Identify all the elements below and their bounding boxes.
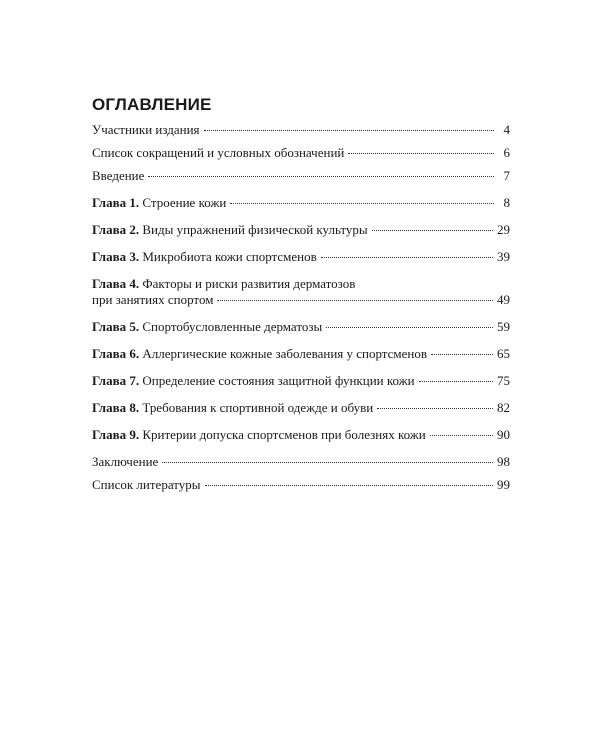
page-title: ОГЛАВЛЕНИЕ [92, 95, 212, 114]
toc-entry-text: Определение состояния защитной функции кожи [142, 373, 415, 388]
toc-entry-text: Виды упражнений физической культуры [142, 222, 368, 237]
toc-page-number: 99 [497, 477, 510, 492]
toc-entry-chapter-4 [92, 276, 510, 308]
toc-entry-chapter-9 [92, 427, 510, 443]
toc-entry-text: Спортобусловленные дерматозы [142, 319, 323, 334]
leader-dots [230, 197, 494, 204]
toc-entry-chapter-7 [92, 373, 510, 389]
table-of-contents [92, 122, 510, 493]
chapter-label: Глава 5. [92, 319, 140, 334]
toc-entry-text: Строение кожи [142, 195, 227, 210]
toc-page-number: 4 [503, 122, 510, 137]
toc-entry-text: Аллергические кожные заболевания у спортсменов [142, 346, 428, 361]
toc-entry [92, 168, 510, 184]
leader-dots [377, 402, 493, 409]
toc-page-number: 90 [497, 427, 510, 442]
toc-entry-text-continued: при занятиях спортом [92, 292, 214, 307]
toc-entry-text: Список литературы [92, 477, 201, 492]
chapter-label: Глава 9. [92, 427, 140, 442]
leader-dots [430, 429, 493, 436]
toc-entry-chapter-6 [92, 346, 510, 362]
toc-page-number: 98 [497, 454, 510, 469]
chapter-label: Глава 4. [92, 276, 140, 291]
leader-dots [148, 170, 494, 177]
toc-entry [92, 454, 510, 470]
toc-entry [92, 145, 510, 161]
chapter-label: Глава 1. [92, 195, 140, 210]
toc-entry [92, 122, 510, 138]
chapter-label: Глава 3. [92, 249, 140, 264]
toc-entry-text: Введение [92, 168, 145, 183]
toc-page-number: 75 [497, 373, 510, 388]
chapter-label: Глава 7. [92, 373, 140, 388]
toc-page-number: 39 [497, 249, 510, 264]
leader-dots [326, 321, 493, 328]
chapter-label: Глава 6. [92, 346, 140, 361]
toc-entry-text: Факторы и риски развития дерматозов [142, 276, 356, 291]
toc-entry-chapter-2 [92, 222, 510, 238]
toc-entry-chapter-8 [92, 400, 510, 416]
toc-entry [92, 477, 510, 493]
toc-entry-chapter-5 [92, 319, 510, 335]
toc-entry-text: Участники издания [92, 122, 200, 137]
leader-dots [321, 251, 493, 258]
toc-page-number: 8 [503, 195, 510, 210]
toc-page-number: 65 [497, 346, 510, 361]
toc-entry-chapter-1 [92, 195, 510, 211]
toc-entry-text: Требования к спортивной одежде и обуви [142, 400, 374, 415]
toc-page-number: 59 [497, 319, 510, 334]
leader-dots [217, 294, 493, 301]
leader-dots [372, 224, 493, 231]
chapter-label: Глава 8. [92, 400, 140, 415]
toc-page-number: 6 [503, 145, 510, 160]
toc-entry-chapter-3 [92, 249, 510, 265]
toc-entry-text: Список сокращений и условных обозначений [92, 145, 345, 160]
chapter-label: Глава 2. [92, 222, 140, 237]
toc-page-number: 29 [497, 222, 510, 237]
leader-dots [419, 375, 493, 382]
leader-dots [205, 479, 494, 486]
toc-entry-text: Критерии допуска спортсменов при болезнях кожи [142, 427, 426, 442]
leader-dots [204, 124, 494, 131]
leader-dots [348, 147, 494, 154]
leader-dots [162, 456, 493, 463]
leader-dots [431, 348, 493, 355]
toc-entry-text: Микробиота кожи спортсменов [142, 249, 317, 264]
toc-entry-text: Заключение [92, 454, 159, 469]
toc-page-number: 49 [497, 292, 510, 307]
toc-page-number: 82 [497, 400, 510, 415]
toc-page-number: 7 [503, 168, 510, 183]
